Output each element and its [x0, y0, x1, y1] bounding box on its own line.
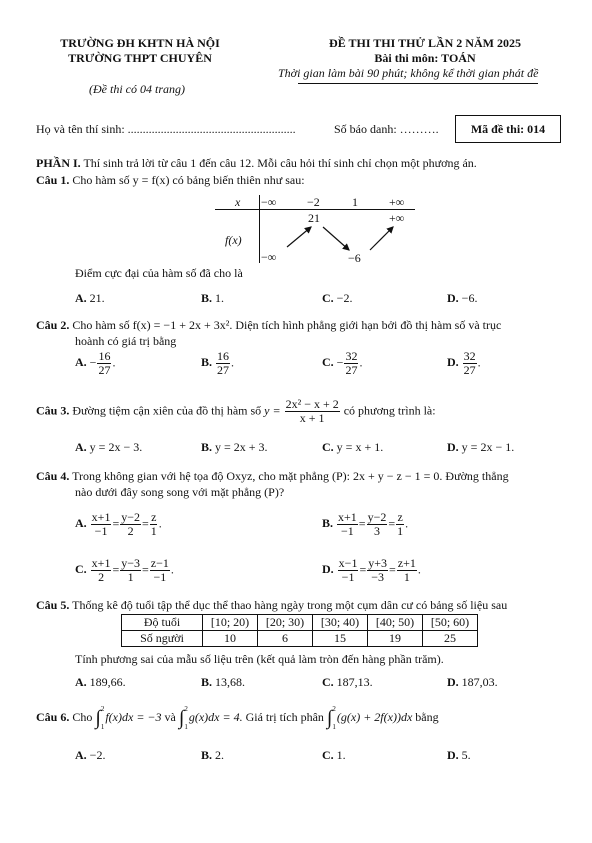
q1-fx-label: f(x) — [225, 233, 242, 247]
header-divider — [298, 83, 538, 84]
question-4 — [36, 469, 509, 484]
q3-option-c[interactable]: C. y = x + 1. — [322, 440, 384, 454]
exam-title: ĐỀ THI THI THỬ LẦN 2 NĂM 2025 — [329, 36, 521, 50]
q1-stem: Điểm cực đại của hàm số đã cho là — [75, 266, 243, 280]
q5-row-counts: Số người 10 6 15 19 25 — [122, 631, 478, 647]
q4-label: Câu 4. — [36, 469, 70, 483]
q1-x-1: 1 — [352, 195, 358, 209]
question-2 — [36, 318, 501, 333]
q1-arrows — [215, 195, 415, 263]
q3-label: Câu 3. — [36, 403, 70, 418]
question-6: Câu 6. Cho ∫ 2 1 f(x)dx = −3 và ∫ 2 1 g(x)dx = 4. Giá trị tích phân ∫ 2 1 (g(x) + 2f(x))dx bằng — [36, 705, 439, 731]
exam-subject: Bài thi môn: TOÁN — [374, 51, 476, 65]
question-3: Câu 3. Đường tiệm cận xiên của đồ thị hàm số y = $\frac{\text{2x² − x + 2}}{x + 1}$ có phương trình là: — [36, 397, 436, 425]
q1-option-c[interactable]: C. −2. — [322, 291, 353, 305]
q1-variation-table — [215, 195, 415, 263]
part1-title: PHẦN I. — [36, 156, 81, 170]
q2-option-a[interactable]: A. − $\frac{16}{27}$ . — [75, 349, 116, 377]
question-1 — [36, 173, 305, 188]
school-name: TRƯỜNG ĐH KHTN HÀ NỘI — [60, 36, 220, 50]
q5-option-d[interactable]: D. 187,03. — [447, 675, 498, 689]
q5-option-a[interactable]: A. 189,66. — [75, 675, 126, 689]
q1-x-minus2: −2 — [307, 195, 320, 209]
q5-label: Câu 5. — [36, 598, 70, 612]
q4-text: Trong không gian với hệ tọa độ Oxyz, cho mặt phẳng (P): 2x + y − z − 1 = 0. Đường thẳng — [72, 469, 509, 483]
q5-text: Thống kê độ tuổi tập thể dục thể thao hàng ngày trong một cụm dân cư có bảng số liệu sau — [72, 598, 508, 612]
q2-option-b[interactable]: B. $\frac{16}{27}$ . — [201, 349, 235, 377]
candidate-id-field: Số báo danh: ………. — [334, 122, 439, 136]
part1-instruction — [36, 156, 477, 171]
q5-row-ages: Độ tuổi [10; 20) [20; 30) [30; 40) [40; 50) [50; 60) — [122, 615, 478, 631]
q5-data-table — [121, 614, 478, 647]
q3-function-fraction: $\frac{\text{2x² − x + 2}}{x + 1}$ — [285, 397, 339, 425]
q6-option-b[interactable]: B. 2. — [201, 748, 225, 762]
q5-stem: Tính phương sai của mẫu số liệu trên (kết quả làm tròn đến hàng phần trăm). — [75, 652, 444, 666]
q5-option-b[interactable]: B. 13,68. — [201, 675, 246, 689]
q3-option-b[interactable]: B. y = 2x + 3. — [201, 440, 268, 454]
q1-option-a[interactable]: A. 21. — [75, 291, 105, 305]
q3-option-a[interactable]: A. y = 2x − 3. — [75, 440, 143, 454]
q2-label: Câu 2. — [36, 318, 70, 332]
school-subname: TRƯỜNG THPT CHUYÊN — [68, 51, 212, 65]
q3-option-d[interactable]: D. y = 2x − 1. — [447, 440, 515, 454]
q1-arrow-up-1 — [287, 227, 311, 247]
q1-x-pos-inf: +∞ — [389, 195, 405, 209]
q4-option-a[interactable]: A. $\frac{x+1}{-1}$ = $\frac{y-2}{2}$ = $\frac{z}{1}$ . — [75, 510, 162, 538]
q2-text-line2: hoành có giá trị bằng — [75, 334, 177, 348]
q6-label: Câu 6. — [36, 709, 70, 724]
q1-option-b[interactable]: B. 1. — [201, 291, 225, 305]
q1-f-neg-inf: −∞ — [261, 250, 277, 264]
pages-note: (Đề thi có 04 trang) — [89, 82, 185, 96]
q1-f-minus6: −6 — [348, 251, 361, 265]
q4-text-line2: nào dưới đây song song với mặt phẳng (P)? — [75, 485, 285, 499]
q1-f-pos-inf: +∞ — [389, 211, 405, 225]
q1-x-label: x — [235, 195, 241, 209]
q4-option-b[interactable]: B. $\frac{x+1}{-1}$ = $\frac{y-2}{3}$ = $\frac{z}{1}$ . — [322, 510, 409, 538]
q6-option-d[interactable]: D. 5. — [447, 748, 471, 762]
q6-integral-3: ∫ 2 1 — [326, 705, 336, 731]
part1-text: Thí sinh trả lời từ câu 1 đến câu 12. Mỗi câu hỏi thí sinh chỉ chọn một phương án. — [83, 156, 477, 170]
question-5 — [36, 598, 507, 613]
time-note: Thời gian làm bài 90 phút; không kể thời gian phát đề — [278, 66, 539, 80]
q2-option-c[interactable]: C. − $\frac{32}{27}$ . — [322, 349, 363, 377]
q1-option-d[interactable]: D. −6. — [447, 291, 478, 305]
q1-arrow-up-2 — [370, 227, 393, 250]
q2-text: Cho hàm số f(x) = −1 + 2x + 3x². Diện tích hình phẳng giới hạn bởi đồ thị hàm số và trục — [72, 318, 502, 332]
q4-option-c[interactable]: C. $\frac{x+1}{2}$ = $\frac{y-3}{1}$ = $\frac{z-1}{-1}$ . — [75, 556, 174, 584]
q5-count-header: Số người — [122, 631, 203, 647]
q3-text: Đường tiệm cận xiên của đồ thị hàm số — [72, 403, 262, 418]
q1-arrow-down — [323, 227, 349, 250]
q5-option-c[interactable]: C. 187,13. — [322, 675, 373, 689]
candidate-name-field: Họ và tên thí sinh: ........................................................ — [36, 122, 296, 136]
q1-f-21: 21 — [308, 211, 320, 225]
q1-text: Cho hàm số y = f(x) có bảng biến thiên như sau: — [72, 173, 305, 187]
q6-option-c[interactable]: C. 1. — [322, 748, 346, 762]
q1-x-neg-inf: −∞ — [261, 195, 277, 209]
q2-option-d[interactable]: D. $\frac{32}{27}$ . — [447, 349, 481, 377]
q6-integral-1: ∫ 2 1 — [95, 705, 105, 731]
q1-label: Câu 1. — [36, 173, 70, 187]
q5-age-header: Độ tuổi — [122, 615, 203, 631]
exam-code-box: Mã đề thi: 014 — [455, 115, 561, 143]
q6-integral-2: ∫ 2 1 — [178, 705, 188, 731]
q6-option-a[interactable]: A. −2. — [75, 748, 106, 762]
q4-option-d[interactable]: D. $\frac{x-1}{-1}$ = $\frac{y+3}{-3}$ = $\frac{z+1}{1}$ . — [322, 556, 421, 584]
